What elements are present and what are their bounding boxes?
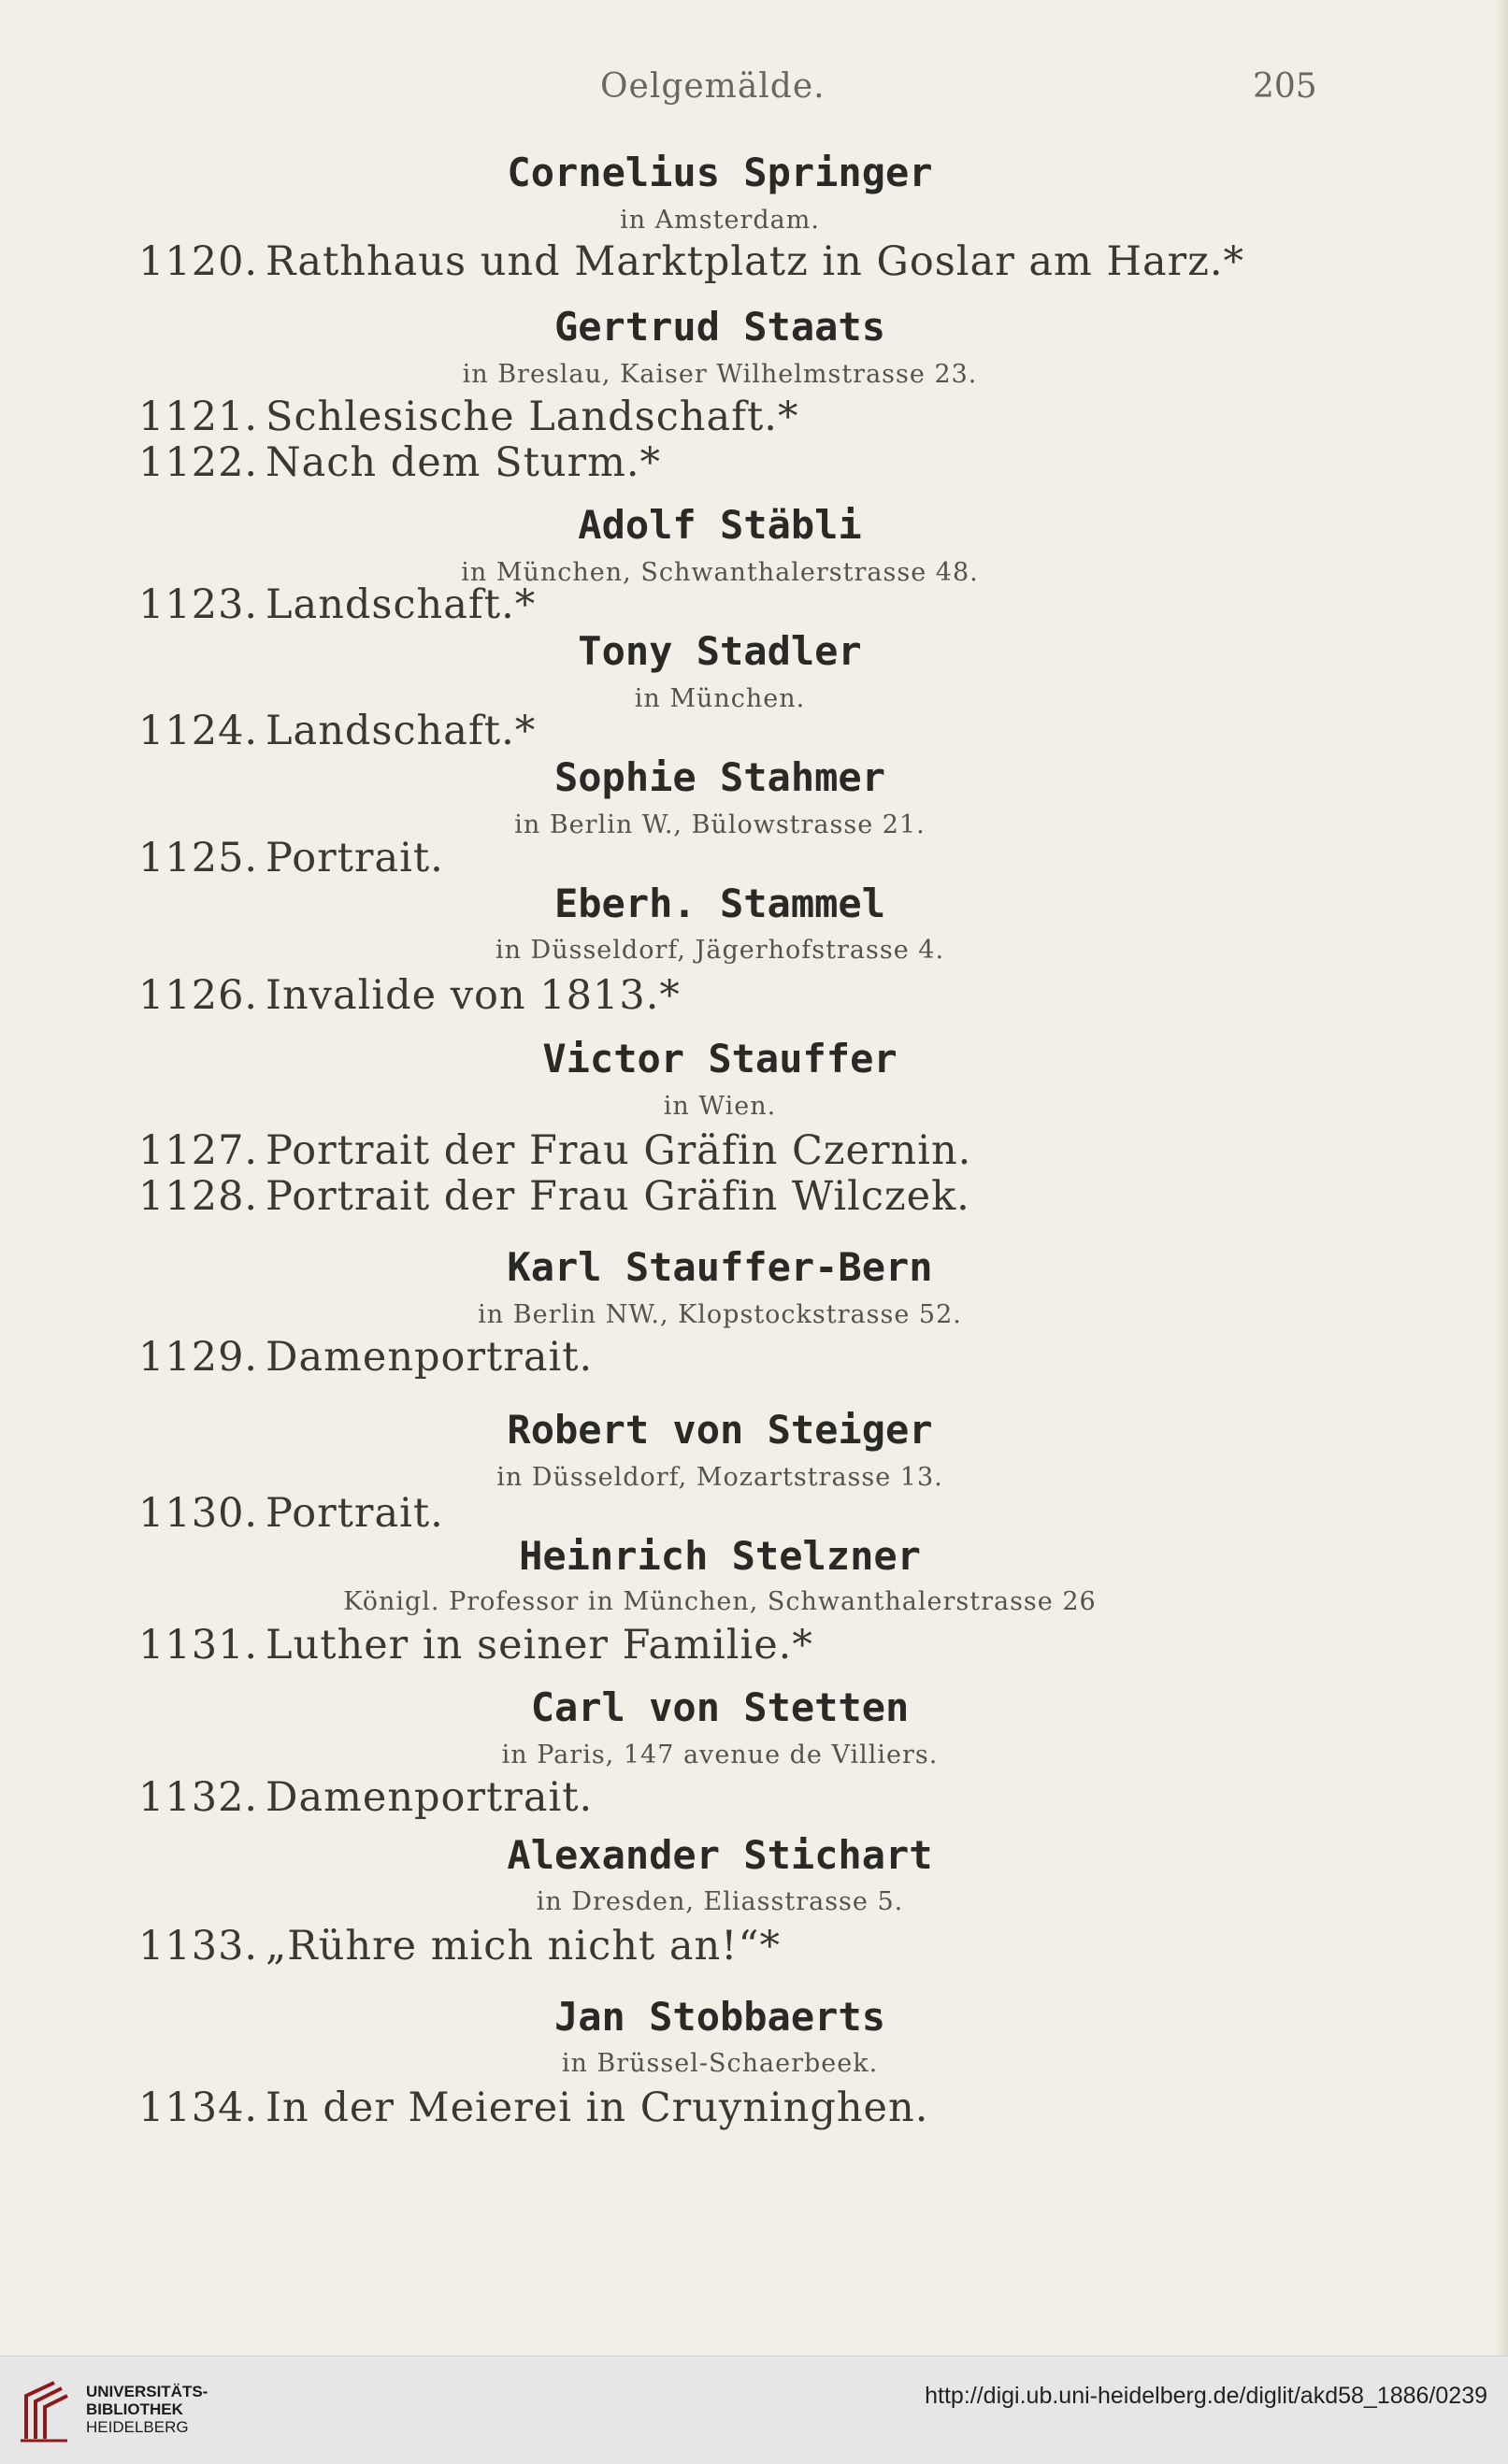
entry-number: 1133.: [138, 1923, 259, 1970]
artist-name: Robert von Steiger: [507, 1407, 933, 1453]
entry-number: 1126.: [138, 972, 259, 1019]
catalog-entry: [138, 238, 1244, 285]
artist-address: in München.: [634, 684, 806, 713]
entry-number: 1132.: [138, 1774, 259, 1821]
artist-address: in Brüssel-Schaerbeek.: [561, 2049, 879, 2078]
entry-number: 1127.: [138, 1127, 259, 1174]
artist-name: Cornelius Springer: [507, 150, 933, 195]
entry-number: 1125.: [138, 835, 259, 881]
artist-address: in Wien.: [663, 1092, 777, 1121]
entry-number: 1122.: [138, 439, 259, 486]
catalog-entry: [138, 581, 536, 628]
entry-number: 1129.: [138, 1334, 259, 1381]
artist-name: Adolf Stäbli: [578, 502, 862, 548]
artist-address: in Breslau, Kaiser Wilhelmstrasse 23.: [462, 360, 978, 389]
entry-title: Portrait.: [266, 1490, 444, 1537]
entry-title: In der Meierei in Cruyninghen.: [266, 2084, 929, 2131]
catalog-entry: [138, 1622, 813, 1669]
artist-address: in Düsseldorf, Mozartstrasse 13.: [496, 1463, 943, 1492]
entry-title: Landschaft.*: [266, 581, 537, 628]
artist-name: Tony Stadler: [578, 628, 862, 674]
artist-name: Jan Stobbaerts: [553, 1994, 885, 2040]
page-edge-shadow: [1495, 0, 1508, 2356]
running-head: Oelgemälde.: [600, 67, 826, 106]
university-library-logo-icon: [17, 2377, 71, 2444]
entry-title: Nach dem Sturm.*: [266, 439, 662, 486]
catalog-entry: [138, 394, 798, 440]
entry-number: 1124.: [138, 708, 259, 754]
entry-number: 1121.: [138, 394, 259, 440]
artist-name: Victor Stauffer: [542, 1036, 898, 1082]
entry-title: Luther in seiner Familie.*: [266, 1622, 813, 1669]
artist-name: Sophie Stahmer: [553, 754, 885, 800]
catalog-entry: [138, 708, 536, 754]
catalog-entry: [138, 439, 661, 486]
artist-name: Eberh. Stammel: [553, 881, 885, 926]
catalog-entry: [138, 972, 681, 1019]
entry-number: 1128.: [138, 1173, 259, 1220]
catalog-entry: [138, 1334, 593, 1381]
entry-title: Schlesische Landschaft.*: [266, 394, 799, 440]
artist-address: in Berlin NW., Klopstockstrasse 52.: [478, 1300, 962, 1329]
catalog-entry: [138, 1127, 971, 1174]
entry-number: 1123.: [138, 581, 259, 628]
library-name-line3: HEIDELBERG: [86, 2418, 189, 2436]
entry-title: Portrait der Frau Gräfin Wilczek.: [266, 1173, 970, 1220]
artist-name: Alexander Stichart: [507, 1832, 933, 1878]
catalog-entry: [138, 1774, 593, 1821]
artist-name: Karl Stauffer-Bern: [507, 1244, 933, 1290]
library-name-line1: UNIVERSITÄTS-: [86, 2383, 208, 2400]
artist-name: Heinrich Stelzner: [519, 1533, 921, 1579]
entry-title: Damenportrait.: [266, 1774, 594, 1821]
catalog-entry: [138, 835, 444, 881]
artist-address: Königl. Professor in München, Schwanthalerstrasse 26: [343, 1587, 1097, 1616]
catalog-entry: [138, 1923, 781, 1970]
entry-number: 1130.: [138, 1490, 259, 1537]
catalog-entry: [138, 1173, 970, 1220]
catalog-entry: [138, 2084, 928, 2131]
artist-name: Carl von Stetten: [530, 1684, 910, 1730]
artist-address: in Düsseldorf, Jägerhofstrasse 4.: [495, 936, 945, 965]
permalink-url[interactable]: http://digi.ub.uni-heidelberg.de/diglit/akd58_1886/0239: [925, 2383, 1487, 2409]
library-name-line2: BIBLIOTHEK: [86, 2400, 183, 2418]
digitization-footer: [0, 2356, 1508, 2464]
entry-title: Invalide von 1813.*: [266, 972, 681, 1019]
page-number: 205: [1253, 67, 1317, 106]
artist-address: in München, Schwanthalerstrasse 48.: [461, 558, 979, 587]
library-name: [86, 2383, 208, 2436]
artist-address: in Berlin W., Bülowstrasse 21.: [514, 810, 926, 839]
entry-title: Rathhaus und Marktplatz in Goslar am Harz.*: [266, 238, 1245, 285]
catalog-entry: [138, 1490, 444, 1537]
entry-title: „Rühre mich nicht an!“*: [266, 1923, 781, 1970]
artist-address: in Dresden, Eliasstrasse 5.: [536, 1887, 904, 1916]
entry-title: Damenportrait.: [266, 1334, 594, 1381]
entry-number: 1131.: [138, 1622, 259, 1669]
entry-title: Portrait der Frau Gräfin Czernin.: [266, 1127, 972, 1174]
entry-title: Landschaft.*: [266, 708, 537, 754]
entry-title: Portrait.: [266, 835, 444, 881]
entry-number: 1120.: [138, 238, 259, 285]
artist-address: in Amsterdam.: [620, 206, 820, 235]
entry-number: 1134.: [138, 2084, 259, 2131]
artist-name: Gertrud Staats: [553, 304, 885, 350]
artist-address: in Paris, 147 avenue de Villiers.: [501, 1741, 939, 1769]
